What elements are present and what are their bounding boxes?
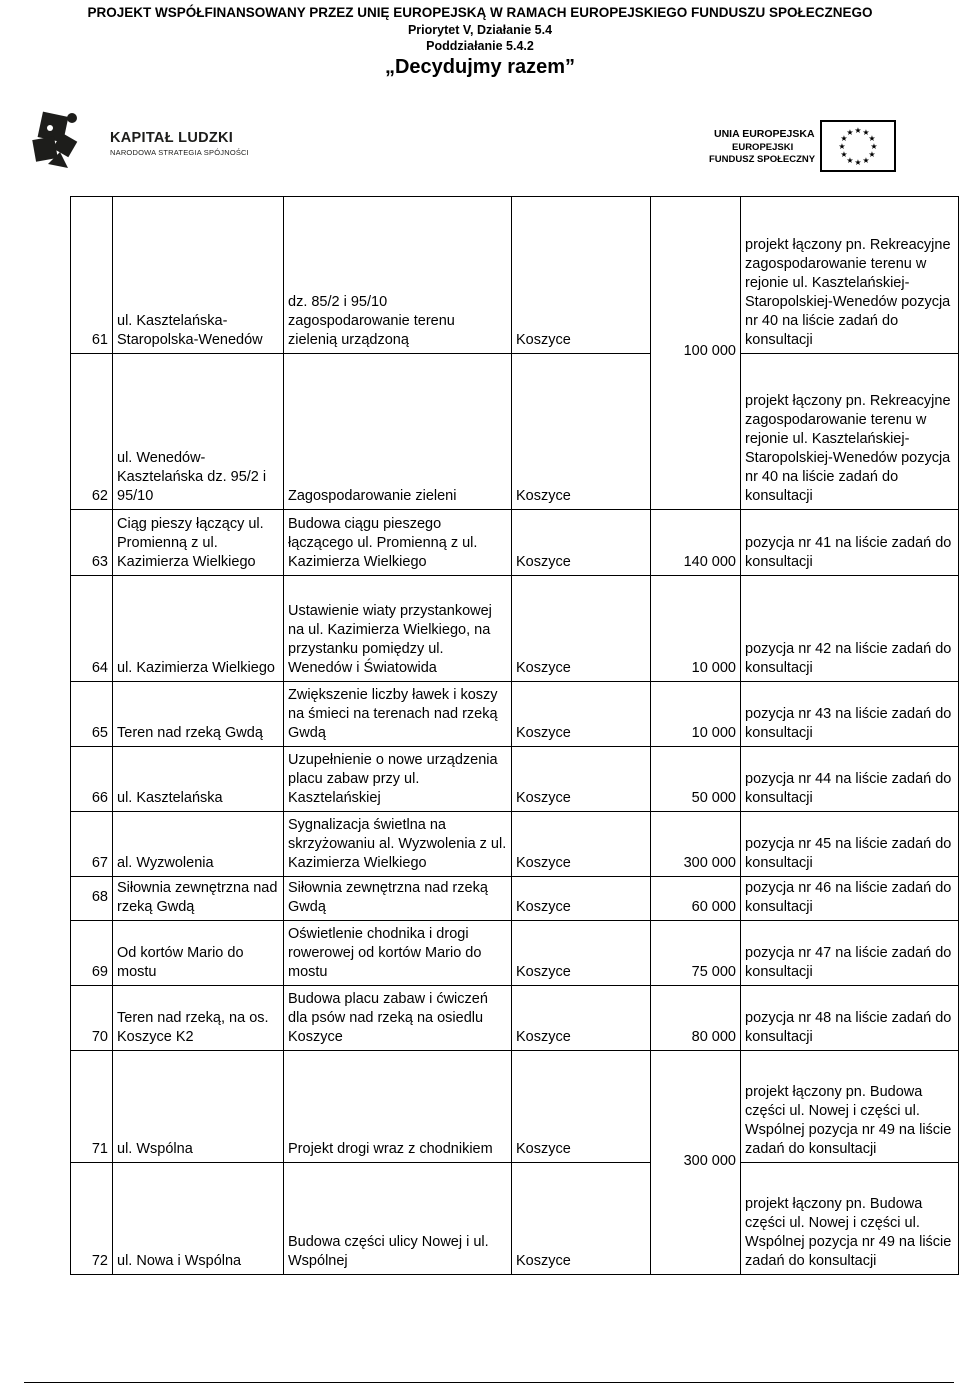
kapital-ludzki-emblem-icon: [28, 108, 104, 172]
row-location: ul. Nowa i Wspólna: [113, 1163, 284, 1275]
row-description: Zwiększenie liczby ławek i koszy na śmieci na terenach nad rzeką Gwdą: [284, 682, 512, 747]
svg-text:★: ★: [862, 128, 870, 137]
row-lp: 65: [71, 682, 113, 747]
row-location: Teren nad rzeką Gwdą: [113, 682, 284, 747]
kapital-ludzki-logo: [28, 108, 258, 172]
projects-table: [70, 196, 959, 1275]
table-row: [71, 682, 959, 747]
table-row: [71, 921, 959, 986]
row-district: Koszyce: [512, 682, 651, 747]
row-notes: pozycja nr 44 na liście zadań do konsultacji: [741, 747, 959, 812]
row-lp: 63: [71, 510, 113, 576]
page-bottom-rule: [24, 1382, 954, 1383]
row-lp: 61: [71, 197, 113, 354]
table-row: [71, 986, 959, 1051]
row-lp: 64: [71, 576, 113, 682]
row-lp: 66: [71, 747, 113, 812]
row-amount: 80 000: [651, 986, 741, 1051]
table-row: [71, 510, 959, 576]
row-district: Koszyce: [512, 1051, 651, 1163]
row-amount: 75 000: [651, 921, 741, 986]
row-description: Ustawienie wiaty przystankowej na ul. Kazimierza Wielkiego, na przystanku pomiędzy ul. Wenedów i Światowida: [284, 576, 512, 682]
row-district: Koszyce: [512, 986, 651, 1051]
row-district: Koszyce: [512, 510, 651, 576]
row-notes: projekt łączony pn. Budowa części ul. Nowej i części ul. Wspólnej pozycja nr 49 na liście zadań do konsultacji: [741, 1163, 959, 1275]
row-district: Koszyce: [512, 1163, 651, 1275]
row-amount: 300 000: [651, 1051, 741, 1275]
table-row: [71, 576, 959, 682]
row-amount: 10 000: [651, 576, 741, 682]
table-row: [71, 197, 959, 354]
row-location: ul. Kasztelańska-Staropolska-Wenedów: [113, 197, 284, 354]
row-location: Od kortów Mario do mostu: [113, 921, 284, 986]
row-description: Uzupełnienie o nowe urządzenia placu zabaw przy ul. Kasztelańskiej: [284, 747, 512, 812]
row-district: Koszyce: [512, 812, 651, 877]
header-cofinancing-line: PROJEKT WSPÓŁFINANSOWANY PRZEZ UNIĘ EUROPEJSKĄ W RAMACH EUROPEJSKIEGO FUNDUSZU SPOŁECZNEGO: [87, 5, 873, 20]
row-district: Koszyce: [512, 576, 651, 682]
row-location: Siłownia zewnętrzna nad rzeką Gwdą: [113, 877, 284, 921]
row-notes: projekt łączony pn. Rekreacyjne zagospodarowanie terenu w rejonie ul. Kasztelańskiej-Staropolskiej-Wenedów pozycja nr 40 na liście zadań do konsultacji: [741, 197, 959, 354]
row-location: ul. Kazimierza Wielkiego: [113, 576, 284, 682]
svg-text:★: ★: [854, 126, 862, 135]
svg-text:★: ★: [854, 158, 862, 167]
row-lp: 69: [71, 921, 113, 986]
row-lp: 67: [71, 812, 113, 877]
row-notes: projekt łączony pn. Budowa części ul. Nowej i części ul. Wspólnej pozycja nr 49 na liście zadań do konsultacji: [741, 1051, 959, 1163]
svg-text:★: ★: [868, 134, 876, 143]
svg-text:★: ★: [862, 156, 870, 165]
table-row: [71, 1163, 959, 1275]
row-notes: pozycja nr 43 na liście zadań do konsultacji: [741, 682, 959, 747]
row-location: ul. Wenedów-Kasztelańska dz. 95/2 i 95/10: [113, 354, 284, 510]
row-notes: pozycja nr 42 na liście zadań do konsultacji: [741, 576, 959, 682]
row-amount: 300 000: [651, 812, 741, 877]
row-amount: 140 000: [651, 510, 741, 576]
row-lp: 71: [71, 1051, 113, 1163]
row-amount: 50 000: [651, 747, 741, 812]
row-description: Budowa placu zabaw i ćwiczeń dla psów nad rzeką na osiedlu Koszyce: [284, 986, 512, 1051]
table-row: [71, 877, 959, 921]
row-lp: 72: [71, 1163, 113, 1275]
svg-text:★: ★: [840, 134, 848, 143]
row-notes: pozycja nr 47 na liście zadań do konsultacji: [741, 921, 959, 986]
table-row: [71, 354, 959, 510]
row-description: Zagospodarowanie zieleni: [284, 354, 512, 510]
svg-text:★: ★: [846, 128, 854, 137]
row-notes: pozycja nr 46 na liście zadań do konsultacji: [741, 877, 959, 921]
row-location: ul. Wspólna: [113, 1051, 284, 1163]
row-description: Budowa ciągu pieszego łączącego ul. Promienną z ul. Kazimierza Wielkiego: [284, 510, 512, 576]
header-project-title: „Decydujmy razem”: [384, 56, 576, 78]
row-notes: pozycja nr 41 na liście zadań do konsultacji: [741, 510, 959, 576]
row-amount: 60 000: [651, 877, 741, 921]
row-district: Koszyce: [512, 921, 651, 986]
row-description: dz. 85/2 i 95/10 zagospodarowanie terenu zielenią urządzoną: [284, 197, 512, 354]
row-district: Koszyce: [512, 197, 651, 354]
row-notes: projekt łączony pn. Rekreacyjne zagospodarowanie terenu w rejonie ul. Kasztelańskiej-Staropolskiej-Wenedów pozycja nr 40 na liście zadań do konsultacji: [741, 354, 959, 510]
row-description: Budowa części ulicy Nowej i ul. Wspólnej: [284, 1163, 512, 1275]
row-notes: pozycja nr 45 na liście zadań do konsultacji: [741, 812, 959, 877]
row-lp: 70: [71, 986, 113, 1051]
row-description: Oświetlenie chodnika i drogi rowerowej od kortów Mario do mostu: [284, 921, 512, 986]
kapital-ludzki-subtitle: NARODOWA STRATEGIA SPÓJNOŚCI: [110, 148, 249, 157]
row-description: Projekt drogi wraz z chodnikiem: [284, 1051, 512, 1163]
eu-logo-line1: UNIA EUROPEJSKA: [714, 128, 815, 140]
table-row: [71, 747, 959, 812]
table-row: [71, 1051, 959, 1163]
row-district: Koszyce: [512, 354, 651, 510]
row-description: Siłownia zewnętrzna nad rzeką Gwdą: [284, 877, 512, 921]
row-description: Sygnalizacja świetlna na skrzyżowaniu al. Wyzwolenia z ul. Kazimierza Wielkiego: [284, 812, 512, 877]
row-amount: 100 000: [651, 197, 741, 510]
projects-table-wrapper: [70, 196, 959, 1275]
row-location: Teren nad rzeką, na os. Koszyce K2: [113, 986, 284, 1051]
eu-flag-icon: [820, 120, 896, 172]
header-priority-line: Priorytet V, Działanie 5.4: [407, 23, 553, 37]
row-lp: 62: [71, 354, 113, 510]
eu-logo-line2: EUROPEJSKI: [732, 142, 794, 153]
row-location: Ciąg pieszy łączący ul. Promienną z ul. Kazimierza Wielkiego: [113, 510, 284, 576]
kapital-ludzki-title: KAPITAŁ LUDZKI: [110, 130, 234, 146]
header-subaction-line: Poddziałanie 5.4.2: [426, 39, 534, 53]
row-notes: pozycja nr 48 na liście zadań do konsultacji: [741, 986, 959, 1051]
svg-text:★: ★: [838, 142, 846, 151]
eu-efs-logo: [706, 118, 906, 176]
eu-logo-line3: FUNDUSZ SPOŁECZNY: [709, 154, 816, 165]
row-lp: 68: [71, 877, 113, 921]
row-district: Koszyce: [512, 747, 651, 812]
table-row: [71, 812, 959, 877]
svg-text:★: ★: [840, 150, 848, 159]
svg-text:★: ★: [868, 150, 876, 159]
row-district: Koszyce: [512, 877, 651, 921]
row-amount: 10 000: [651, 682, 741, 747]
svg-text:★: ★: [846, 156, 854, 165]
row-location: al. Wyzwolenia: [113, 812, 284, 877]
row-location: ul. Kasztelańska: [113, 747, 284, 812]
svg-text:★: ★: [870, 142, 878, 151]
